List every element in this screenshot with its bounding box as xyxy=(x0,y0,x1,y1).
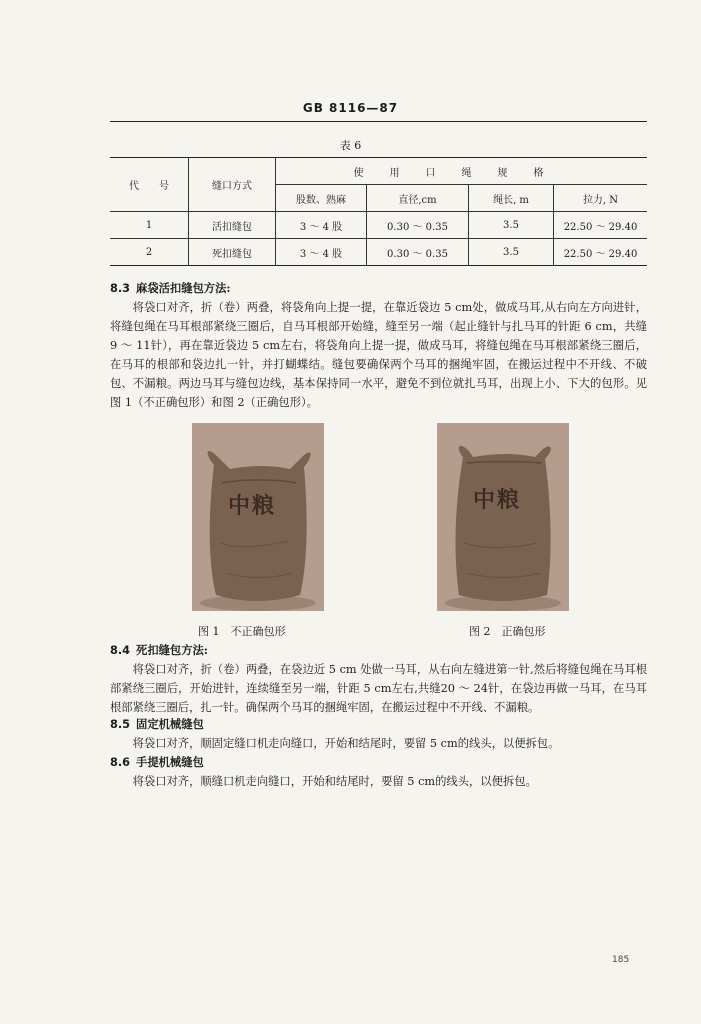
section-8-5 xyxy=(110,715,647,753)
cell-diameter: 0.30 ～ 0.35 xyxy=(367,212,469,239)
cell-method: 活扣缝包 xyxy=(189,212,276,239)
cell-length: 3.5 xyxy=(469,212,554,239)
cell-code: 2 xyxy=(110,239,189,266)
cell-diameter: 0.30 ～ 0.35 xyxy=(367,239,469,266)
bag-print: 中粮 xyxy=(228,494,277,519)
cell-method: 死扣缝包 xyxy=(189,239,276,266)
section-8-3 xyxy=(110,279,647,412)
section-body: 将袋口对齐，折（卷）两叠，将袋角向上提一提，在靠近袋边 5 cm处，做成马耳,从右向左方向进针，将缝包绳在马耳根部紧绕三圈后，自马耳根部开始缝，缝至另一端（起止缝针与扎马耳的针距 6 cm，共缝 9 ～ 11针），再在靠近袋边 5 cm左右，将袋角向上提一提，做成马耳，将缝包绳在马耳根部紧绕三圈后，在马耳的根部和袋边扎一针，并打蝴蝶结。缝包要确保两个马耳的捆绳牢固，在搬运过程中不开线、不破包、不漏粮。两边马耳与缝包边线，基本保持同一水平，避免不到位就扎马耳，出现上小、下大的包形。见图 1（不正确包形）和图 2（正确包形）。 xyxy=(110,301,647,409)
cell-strands: 3 ～ 4 股 xyxy=(276,239,367,266)
col-code-header: 代 号 xyxy=(110,158,189,212)
sub-header-length: 绳长, m xyxy=(469,185,554,212)
table-header-row xyxy=(110,158,647,185)
figure-1-caption: 图 1 不正确包形 xyxy=(198,625,286,638)
figure-1-photo xyxy=(192,423,324,611)
figure-2-photo xyxy=(437,423,569,611)
cell-length: 3.5 xyxy=(469,239,554,266)
standard-code: GB 8116—87 xyxy=(302,101,399,115)
section-body: 将袋口对齐，折（卷）两叠，在袋边近 5 cm 处做一马耳，从右向左缝进第一针,然后将缝包绳在马耳根部紧绕三圈后，开始进针，连续缝至另一端，针距 5 cm左右,共缝20 ～ 24针，在袋边再做一马耳，在马耳根部紧绕三圈后，扎一针。确保两个马耳的捆绳牢固，在搬运过程中不开线、不漏粮。 xyxy=(110,663,647,714)
bag-print: 中粮 xyxy=(473,488,522,513)
table-row xyxy=(110,212,647,239)
group-header: 使用口绳规格 xyxy=(276,158,648,185)
section-number: 8.6 xyxy=(110,756,131,769)
header-rule xyxy=(110,121,647,122)
section-number: 8.3 xyxy=(110,282,131,295)
col-method-header: 缝口方式 xyxy=(189,158,276,212)
section-number: 8.4 xyxy=(110,644,131,657)
page-number: 185 xyxy=(612,955,630,965)
cell-force: 22.50 ～ 29.40 xyxy=(554,239,648,266)
cell-strands: 3 ～ 4 股 xyxy=(276,212,367,239)
section-number: 8.5 xyxy=(110,718,131,731)
table-caption: 表 6 xyxy=(339,139,362,152)
cell-force: 22.50 ～ 29.40 xyxy=(554,212,648,239)
section-body: 将袋口对齐，顺固定缝口机走向缝口，开始和结尾时，要留 5 cm的线头，以便拆包。 xyxy=(132,737,560,750)
section-heading xyxy=(110,715,647,734)
section-heading xyxy=(110,753,647,772)
section-title: 死扣缝包方法: xyxy=(136,643,208,657)
section-8-4 xyxy=(110,641,647,717)
section-title: 手提机械缝包 xyxy=(136,755,204,769)
section-body: 将袋口对齐，顺缝口机走向缝口，开始和结尾时，要留 5 cm的线头，以便拆包。 xyxy=(132,775,537,788)
sub-header-diameter: 直径,cm xyxy=(367,185,469,212)
section-title: 固定机械缝包 xyxy=(136,717,204,731)
bag-illustration-correct xyxy=(437,423,569,611)
spec-table xyxy=(110,157,647,266)
sub-header-strands: 股数、熟麻 xyxy=(276,185,367,212)
section-heading xyxy=(110,279,647,298)
section-8-6 xyxy=(110,753,647,791)
cell-code: 1 xyxy=(110,212,189,239)
figure-2-caption: 图 2 正确包形 xyxy=(469,625,546,638)
sub-header-force: 拉力, N xyxy=(554,185,648,212)
section-heading xyxy=(110,641,647,660)
section-title: 麻袋活扣缝包方法: xyxy=(136,281,231,295)
table-row xyxy=(110,239,647,266)
